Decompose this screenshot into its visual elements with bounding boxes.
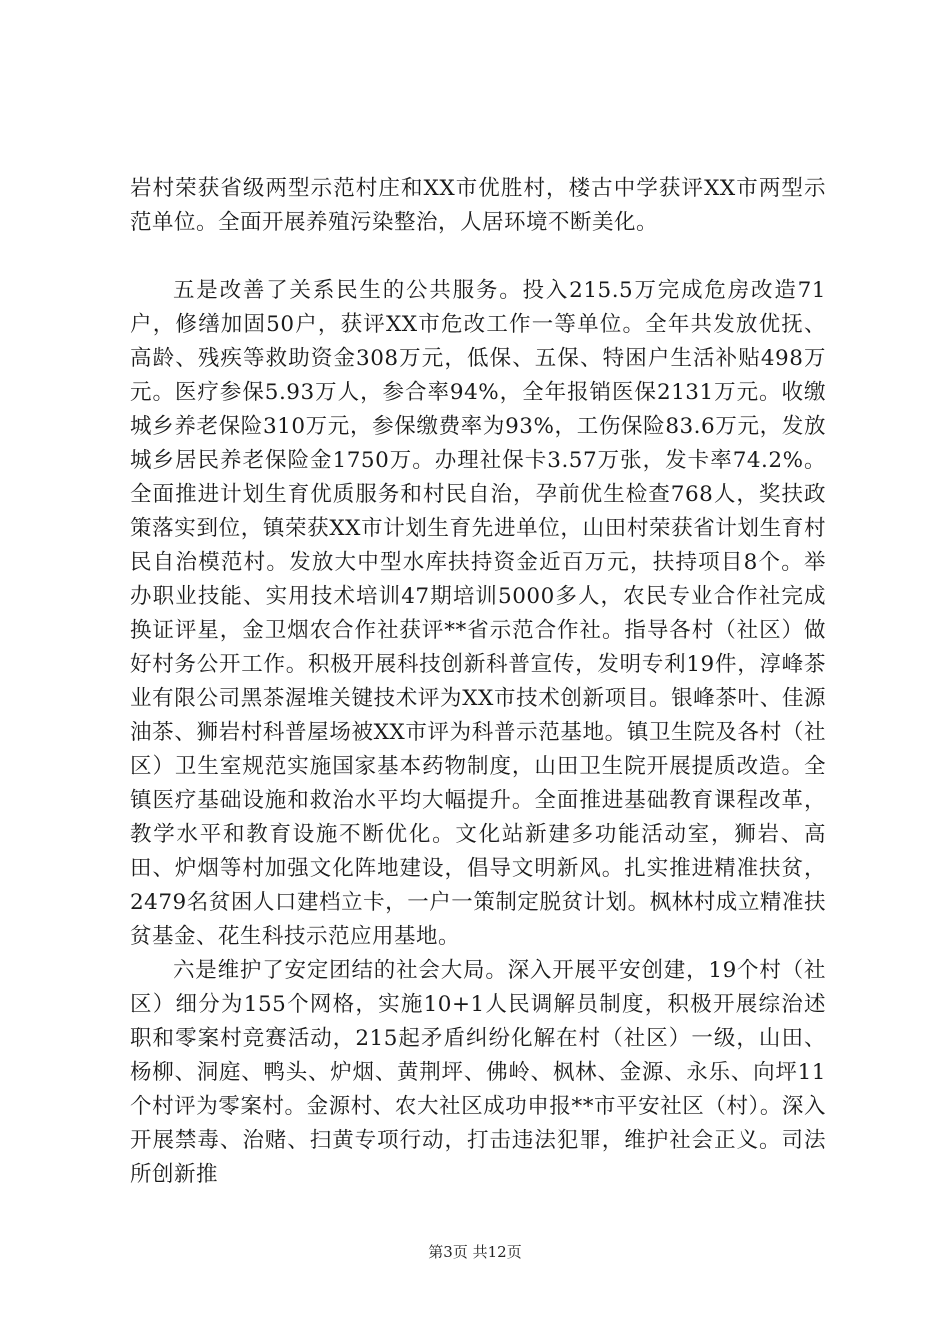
paragraph-social-stability: 六是维护了安定团结的社会大局。深入开展平安创建，19个村（社区）细分为155个网格，实施10+1人民调解员制度，积极开展综治述职和零案村竞赛活动，215起矛盾纠纷化解在村（社区）一级，山田、杨柳、洞庭、鸭头、炉烟、黄荆坪、佛岭、枫林、金源、永乐、向坪11个村评为零案村。金源村、农大社区成功申报**市平安社区（村）。深入开展禁毒、治赌、扫黄专项行动，打击违法犯罪，维护社会正义。司法所创新推 <box>130 958 826 1187</box>
paragraph-continuation: 岩村荣获省级两型示范村庄和XX市优胜村，楼古中学获评XX市两型示范单位。全面开展养殖污染整治，人居环境不断美化。 <box>130 176 826 235</box>
page-number: 第3页 共12页 <box>428 1243 522 1261</box>
paragraph-public-services: 五是改善了关系民生的公共服务。投入215.5万完成危房改造71户，修缮加固50户，获评XX市危改工作一等单位。全年共发放优抚、高龄、残疾等救助资金308万元，低保、五保、特困户生活补贴498万元。医疗参保5.93万人，参合率94%，全年报销医保2131万元。收缴城乡养老保险310万元，参保缴费率为93%，工伤保险83.6万元，发放城乡居民养老保险金1750万。办理社保卡3.57万张，发卡率74.2%。全面推进计划生育优质服务和村民自治，孕前优生检查768人，奖扶政策落实到位，镇荣获XX市计划生育先进单位，山田村荣获省计划生育村民自治模范村。发放大中型水库扶持资金近百万元，扶持项目8个。举办职业技能、实用技术培训47期培训5000多人，农民专业合作社完成换证评星，金卫烟农合作社获评**省示范合作社。指导各村（社区）做好村务公开工作。积极开展科技创新科普宣传，发明专利19件，淳峰茶业有限公司黑茶渥堆关键技术评为XX市技术创新项目。银峰茶叶、佳源油茶、狮岩村科普屋场被XX市评为科普示范基地。镇卫生院及各村（社区）卫生室规范实施国家基本药物制度，山田卫生院开展提质改造。全镇医疗基础设施和救治水平均大幅提升。全面推进基础教育课程改革，教学水平和教育设施不断优化。文化站新建多功能活动室，狮岩、高田、炉烟等村加强文化阵地建设，倡导文明新风。扎实推进精准扶贫，2479名贫困人口建档立卡，一户一策制定脱贫计划。枫林村成立精准扶贫基金、花生科技示范应用基地。 <box>130 278 826 949</box>
page-footer <box>0 1242 950 1262</box>
document-body <box>130 172 826 1192</box>
